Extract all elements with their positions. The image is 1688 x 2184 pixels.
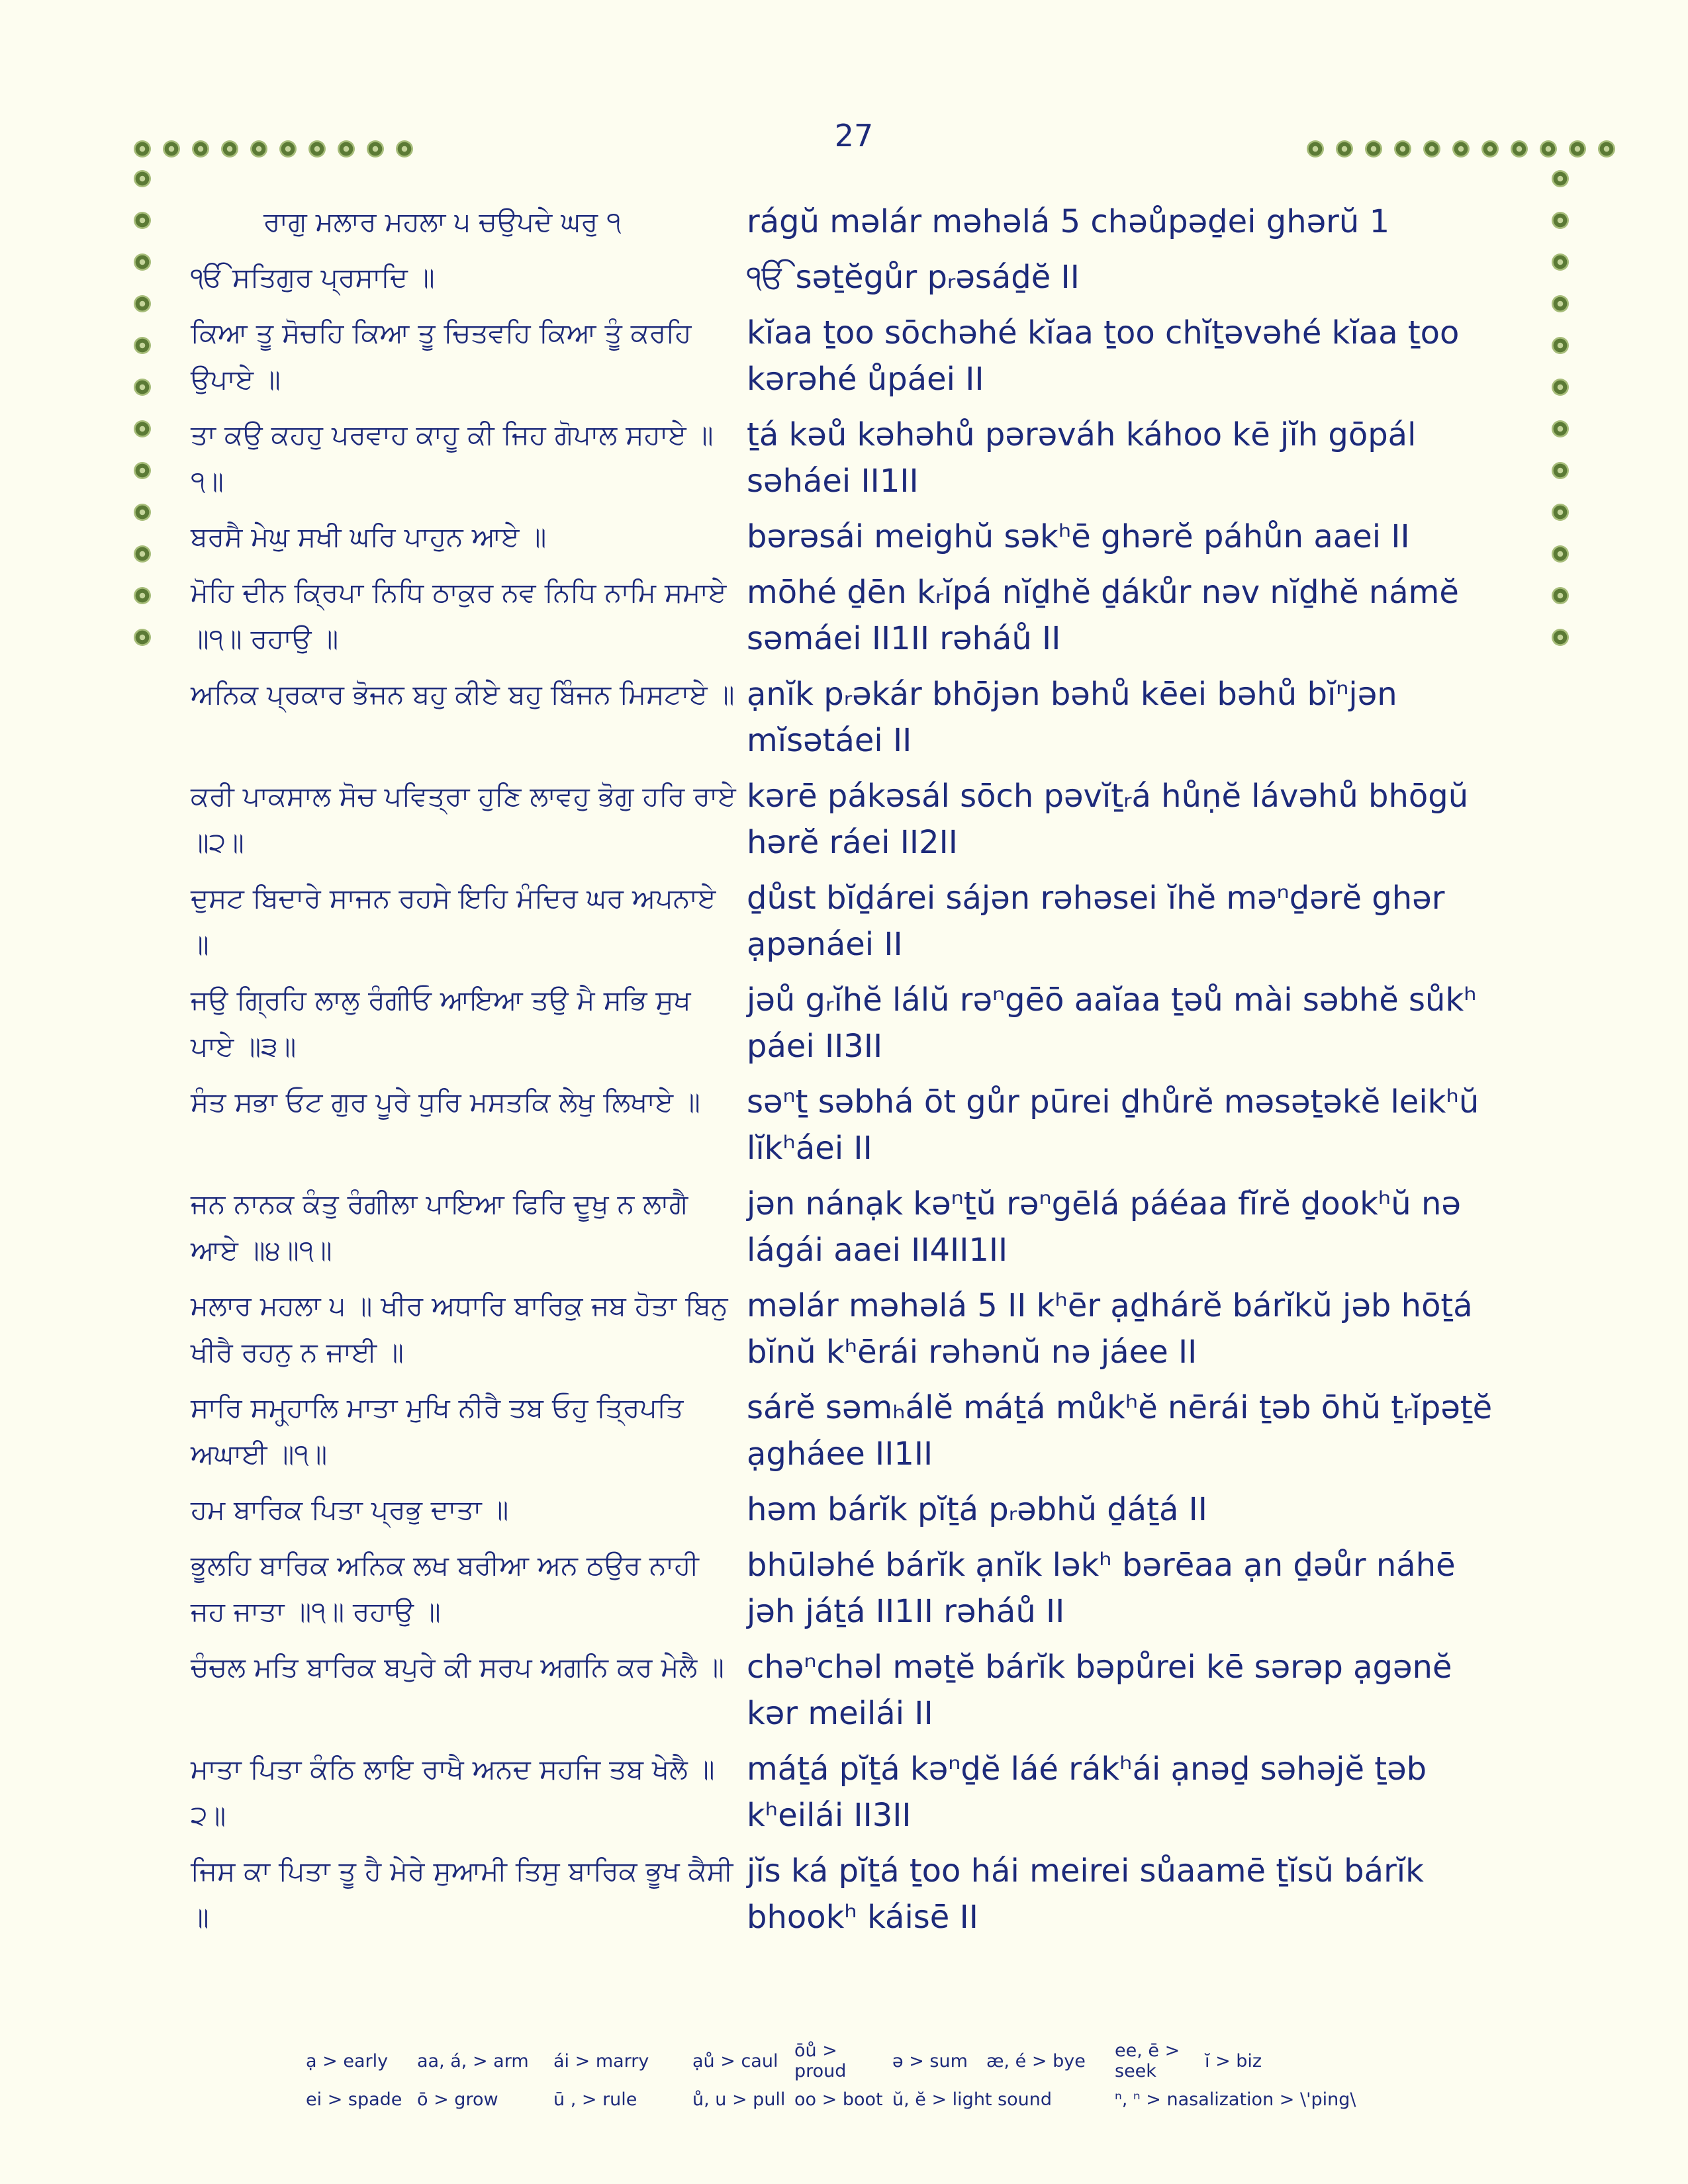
legend-item: ū , > rule [553,2089,637,2110]
verse-row [191,1486,1521,1533]
gurmukhi-line: ੴ ਸਤਿਗੁਰ ਪ੍ਰਸਾਦਿ ॥ [191,261,435,293]
gurmukhi-line: ਮਲਾਰ ਮਹਲਾ ੫ ॥ ਖੀਰ ਅਧਾਰਿ ਬਾਰਿਕੁ ਜਬ ਹੋਤਾ ਬਿਨੁ ਖੀਰੈ ਰਹਨੁ ਨ ਜਾਈ ॥ [191,1290,728,1368]
legend-item: ə > sum [892,2050,968,2071]
gurmukhi-line: ਜਿਸ ਕਾ ਪਿਤਾ ਤੂ ਹੈ ਮੇਰੇ ਸੁਆਮੀ ਤਿਸੁ ਬਾਰਿਕ ਭੂਖ ਕੈਸੀ ॥ [191,1855,733,1933]
legend-item: aa, á, > arm [417,2050,529,2071]
flower-icon [1393,139,1413,159]
legend-item: ĭ > biz [1205,2050,1262,2071]
ornament-column-left [132,169,152,647]
flower-icon [1509,139,1529,159]
legend-item: oo > boot [794,2089,883,2110]
transliteration-line: ੴ səṯĕgůr pᵣəsáḏĕ II [747,259,1080,296]
verse-row [191,1079,1521,1171]
verse-row [191,569,1521,662]
flower-icon [1550,586,1570,606]
flower-icon [1550,252,1570,272]
flower-icon [132,210,152,230]
gurmukhi-line: ਸਾਰਿ ਸਮ੍ਹ੍ਹਾਲਿ ਮਾਤਾ ਮੁਖਿ ਨੀਰੈ ਤਬ ਓਹੁ ਤ੍ਰਿਪਤਿ ਅਘਾਈ ॥੧॥ [191,1392,684,1470]
gurmukhi-line: ਸੰਤ ਸਭਾ ਓਟ ਗੁਰ ਪੂਰੇ ਧੁਰਿ ਮਸਤਕਿ ਲੇਖੁ ਲਿਖਾਏ ॥ [191,1086,700,1118]
gurmukhi-line: ਕਿਆ ਤੂ ਸੋਚਹਿ ਕਿਆ ਤੂ ਚਿਤਵਹਿ ਕਿਆ ਤੂੰ ਕਰਹਿ ਉਪਾਏ ॥ [191,317,692,395]
flower-icon [132,586,152,606]
flower-icon [132,544,152,564]
flower-icon [1550,336,1570,355]
gurmukhi-line: ਮੋਹਿ ਦੀਨ ਕ੍ਰਿਪਾ ਨਿਧਿ ਠਾਕੁਰ ਨਵ ਨਿਧਿ ਨਾਮਿ ਸਮਾਏ ॥੧॥ ਰਹਾਉ ॥ [191,576,727,655]
transliteration-line: kərē pákəsál sōch pəvĭṯᵣá hůṇĕ lávəhů bhōgŭ hərĕ ráei II2II [747,778,1469,861]
verse-row [191,1644,1521,1737]
verse-table [191,199,1521,1950]
flower-icon [1597,139,1617,159]
transliteration-line: kĭaa ṯoo sōchəhé kĭaa ṯoo chĭṯəvəhé kĭaa ṯoo kərəhé ůpáei II [747,314,1460,398]
gurmukhi-line: ਹਮ ਬਾਰਿਕ ਪਿਤਾ ਪ੍ਰਭੁ ਦਾਤਾ ॥ [191,1494,509,1525]
flower-icon [132,169,152,189]
transliteration-line: ṯá kəů kəhəhů pərəváh káhoo kē jĭh gōpál səháei II1II [747,416,1417,500]
legend-item: ạů > caul [692,2050,778,2071]
flower-icon [132,336,152,355]
gurmukhi-line: ਭੂਲਹਿ ਬਾਰਿਕ ਅਨਿਕ ਲਖ ਬਰੀਆ ਅਨ ਠਉਰ ਨਾਹੀ ਜਹ ਜਾਤਾ ॥੧॥ ਰਹਾਉ ॥ [191,1549,699,1627]
legend-item: ŭ, ĕ > light sound [892,2089,1053,2110]
legend-item: ōů > proud [794,2040,847,2081]
verse-row [191,875,1521,968]
legend-row [306,2080,1497,2118]
transliteration-line: bhūləhé bárĭk ạnĭk ləkʰ bərēaa ạn ḏəůr náhē jəh jáṯá II1II rəháů II [747,1547,1456,1630]
ornament-column-right [1550,169,1570,647]
flower-icon [1550,419,1570,439]
verse-row [191,1746,1521,1839]
transliteration-line: sárĕ səmₕálĕ máṯá můkʰĕ nērái ṯəb ōhŭ ṯᵣĭpəṯĕ ạgháee II1II [747,1389,1493,1473]
transliteration-line: máṯá pĭṯá kəⁿḏĕ láé rákʰái ạnəḏ səhəjĕ ṯəb kʰeilái II3II [747,1751,1427,1834]
flower-icon [1451,139,1471,159]
flower-icon [132,461,152,480]
flower-icon [132,377,152,397]
gurmukhi-line: ਕਰੀ ਪਾਕਸਾਲ ਸੋਚ ਪਵਿਤ੍ਰਾ ਹੁਣਿ ਲਾਵਹੁ ਭੋਗੁ ਹਰਿ ਰਾਏ ॥੨॥ [191,780,736,858]
flower-icon [162,139,181,159]
flower-icon [1364,139,1383,159]
flower-icon [1550,502,1570,522]
verse-row [191,1283,1521,1375]
gurmukhi-line: ਜਨ ਨਾਨਕ ਕੰਤੁ ਰੰਗੀਲਾ ਪਾਇਆ ਫਿਰਿ ਦੂਖੁ ਨ ਲਾਗੈ ਆਏ ॥੪॥੧॥ [191,1188,688,1266]
gurmukhi-line: ਜਉ ਗ੍ਰਿਹਿ ਲਾਲੁ ਰੰਗੀਓ ਆਇਆ ਤਉ ਮੈ ਸਭਿ ਸੁਖ ਪਾਏ ॥੩॥ [191,984,691,1062]
verse-row [191,671,1521,764]
flower-icon [336,139,356,159]
legend-item: ái > marry [553,2050,649,2071]
transliteration-line: jĭs ká pĭṯá ṯoo hái meirei sůaamē ṯĭsŭ bárĭk bhookʰ káisē II [747,1852,1424,1936]
flower-icon [132,139,152,159]
transliteration-line: mōhé ḏēn kᵣĭpá nĭḏhĕ ḏákůr nəv nĭḏhĕ námĕ səmáei II1II rəháů II [747,574,1459,657]
flower-icon [307,139,327,159]
flower-icon [278,139,298,159]
gurmukhi-line: ਅਨਿਕ ਪ੍ਰਕਾਰ ਭੋਜਨ ਬਹੁ ਕੀਏ ਬਹੁ ਬਿੰਜਨ ਮਿਸਟਾਏ ॥ [191,678,735,710]
flower-icon [1538,139,1558,159]
gurmukhi-line: ਰਾਗੁ ਮਲਾਰ ਮਹਲਾ ੫ ਚਉਪਦੇ ਘਰੁ ੧ [263,206,622,238]
legend-item: ⁿ, ⁿ > nasalization > \'ping\ [1115,2089,1356,2110]
verse-row [191,310,1521,402]
flower-icon [1550,377,1570,397]
legend-item: ō > grow [417,2089,498,2110]
gurmukhi-line: ਤਾ ਕਉ ਕਹਹੁ ਪਰਵਾਹ ਕਾਹੂ ਕੀ ਜਿਹ ਗੋਪਾਲ ਸਹਾਏ ॥੧॥ [191,419,714,497]
transliteration-line: chəⁿchəl məṯĕ bárĭk bəpůrei kē sərəp ạgənĕ kər meilái II [747,1649,1452,1732]
verse-row [191,254,1521,300]
ornament-row-right [1305,139,1617,159]
verse-row [191,514,1521,560]
transliteration-line: səⁿṯ səbhá ōt gůr pūrei ḏhůrĕ məsəṯəkĕ leikʰŭ lĭkʰáei II [747,1083,1479,1167]
verse-row [191,1385,1521,1477]
verse-row [191,977,1521,1069]
transliteration-line: ḏůst bĭḏárei sájən rəhəsei ĭhĕ məⁿḏərĕ ghər ạpənáei II [747,880,1445,963]
gurmukhi-line: ਚੰਚਲ ਮਤਿ ਬਾਰਿਕ ਬਪੁਰੇ ਕੀ ਸਰਪ ਅਗਨਿ ਕਰ ਮੇਲੈ ॥ [191,1651,724,1683]
ornament-row-left [132,139,414,159]
flower-icon [132,252,152,272]
legend-item: ạ > early [306,2050,389,2071]
flower-icon [1550,210,1570,230]
legend-item: æ, é > bye [986,2050,1086,2071]
flower-icon [1550,169,1570,189]
flower-icon [1568,139,1587,159]
verse-row [191,199,1521,245]
flower-icon [132,419,152,439]
flower-icon [132,294,152,314]
flower-icon [395,139,414,159]
flower-icon [132,502,152,522]
transliteration-line: rágŭ məlár məhəlá 5 chəůpəḏei ghərŭ 1 [747,203,1390,240]
flower-icon [1550,627,1570,647]
flower-icon [1305,139,1325,159]
verse-row [191,1542,1521,1635]
transliteration-line: ạnĭk pᵣəkár bhōjən bəhů kēei bəhů bĭⁿjən mĭsətáei II [747,676,1397,759]
flower-icon [220,139,240,159]
gurmukhi-line: ਦੁਸਟ ਬਿਦਾਰੇ ਸਾਜਨ ਰਹਸੇ ਇਹਿ ਮੰਦਿਰ ਘਰ ਅਪਨਾਏ ॥ [191,882,716,960]
gurmukhi-line: ਬਰਸੈ ਮੇਘੁ ਸਖੀ ਘਰਿ ਪਾਹੁਨ ਆਏ ॥ [191,521,547,553]
flower-icon [1550,544,1570,564]
pronunciation-legend [306,2042,1497,2118]
flower-icon [1550,294,1570,314]
verse-row [191,773,1521,866]
flower-icon [1422,139,1442,159]
verse-row [191,412,1521,504]
gurmukhi-line: ਮਾਤਾ ਪਿਤਾ ਕੰਠਿ ਲਾਇ ਰਾਖੈ ਅਨਦ ਸਹਜਿ ਤਬ ਖੇਲੈ ॥੨॥ [191,1753,715,1831]
page-number: 27 [834,118,874,154]
verse-row [191,1181,1521,1273]
flower-icon [1550,461,1570,480]
legend-item: ei > spade [306,2089,402,2110]
flower-icon [249,139,269,159]
legend-item: ee, ē > seek [1115,2040,1180,2081]
flower-icon [132,627,152,647]
flower-icon [1480,139,1500,159]
flower-icon [365,139,385,159]
verse-row [191,1848,1521,1940]
legend-item: ů, u > pull [692,2089,786,2110]
transliteration-line: məlár məhəlá 5 II kʰēr ạḏhárĕ bárĭkŭ jəb hōṯá bĭnŭ kʰērái rəhənŭ nə jáee II [747,1287,1473,1371]
transliteration-line: bərəsái meighŭ səkʰē ghərĕ páhůn aaei II [747,518,1410,555]
legend-row [306,2042,1497,2080]
transliteration-line: həm bárĭk pĭṯá pᵣəbhŭ ḏáṯá II [747,1491,1207,1528]
transliteration-line: jən nánạk kəⁿṯŭ rəⁿgēlá páéaa fĭrĕ ḏookʰŭ nə lágái aaei II4II1II [747,1185,1461,1269]
transliteration-line: jəů gᵣĭhĕ lálŭ rəⁿgēō aaĭaa ṯəů mài səbhĕ sůkʰ páei II3II [747,981,1477,1065]
flower-icon [1335,139,1354,159]
flower-icon [191,139,211,159]
